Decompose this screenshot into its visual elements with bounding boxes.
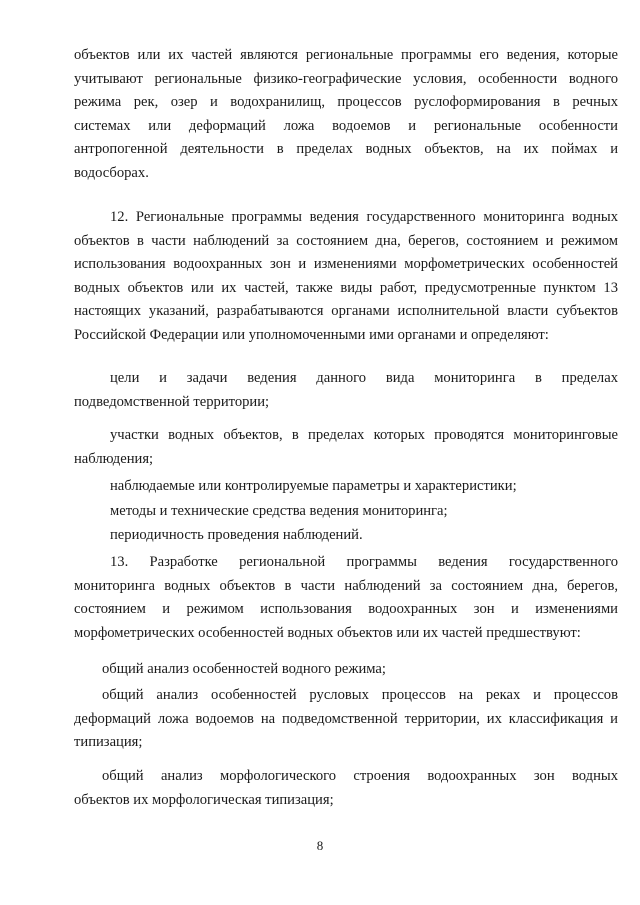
list-item-goals: [74, 367, 618, 414]
text-line: 13. Разработке региональной программы ведения государственного: [110, 554, 618, 570]
text-line: водосборах.: [74, 164, 149, 181]
text-line: наблюдаемые или контролируемые параметры и характеристики;: [110, 478, 517, 494]
list-item-period: [74, 524, 618, 548]
text-line: Российской Федерации или уполномоченными ими органами и определяют:: [74, 326, 549, 343]
text-line: состоянием и режимом использования водоохранных зон и изменениями: [74, 601, 618, 618]
text-line: объектов их морфологическая типизация;: [74, 791, 334, 808]
list-item-regime: [74, 658, 618, 682]
text-line: типизация;: [74, 734, 143, 751]
text-line: учитывают региональные физико-географические условия, особенности водного: [74, 70, 618, 87]
text-line: морфометрических особенностей водных объектов или их частей предшествуют:: [74, 624, 581, 641]
text-line: 12. Региональные программы ведения государственного мониторинга водных: [110, 209, 618, 225]
paragraph-continuation: [74, 44, 618, 186]
list-item-methods: [74, 500, 618, 524]
page-number: 8: [316, 838, 324, 853]
text-line: системах или деформаций ложа водоемов и региональные особенности: [74, 117, 618, 134]
list-item-params: [74, 475, 618, 499]
text-line: объектов или их частей являются региональные программы его ведения, которые: [74, 47, 618, 63]
text-line: деформаций ложа водоемов на подведомственной территории, их классификация и: [74, 710, 618, 727]
text-line: использования водоохранных зон и изменениями морфометрических особенностей: [74, 256, 618, 273]
list-item-sites: [74, 424, 618, 471]
text-line: участки водных объектов, в пределах которых проводятся мониторинговые: [110, 427, 618, 443]
paragraph-12: [74, 206, 618, 348]
text-line: подведомственной территории;: [74, 393, 270, 410]
text-line: водных объектов или их частей, также виды работ, предусмотренные пунктом 13: [74, 279, 618, 296]
text-line: режима рек, озер и водохранилищ, процессов руслоформирования в речных: [74, 94, 618, 111]
paragraph-13: [74, 551, 618, 645]
text-line: методы и технические средства ведения мониторинга;: [110, 503, 448, 519]
text-line: объектов в части наблюдений за состоянием дна, берегов, состоянием и режимом: [74, 232, 618, 249]
text-line: мониторинга водных объектов в части наблюдений за состоянием дна, берегов,: [74, 577, 618, 594]
text-line: общий анализ особенностей водного режима;: [102, 661, 386, 677]
list-item-channel: [74, 684, 618, 755]
text-line: цели и задачи ведения данного вида мониторинга в пределах: [110, 370, 618, 386]
text-line: наблюдения;: [74, 450, 154, 467]
text-line: антропогенной деятельности в пределах водных объектов, на их поймах и: [74, 141, 618, 158]
text-line: настоящих указаний, разрабатываются органами исполнительной власти субъектов: [74, 303, 618, 320]
list-item-morphology: [74, 765, 618, 812]
text-line: периодичность проведения наблюдений.: [110, 527, 363, 543]
text-line: общий анализ морфологического строения водоохранных зон водных: [102, 768, 618, 784]
text-line: общий анализ особенностей русловых процессов на реках и процессов: [102, 687, 618, 703]
